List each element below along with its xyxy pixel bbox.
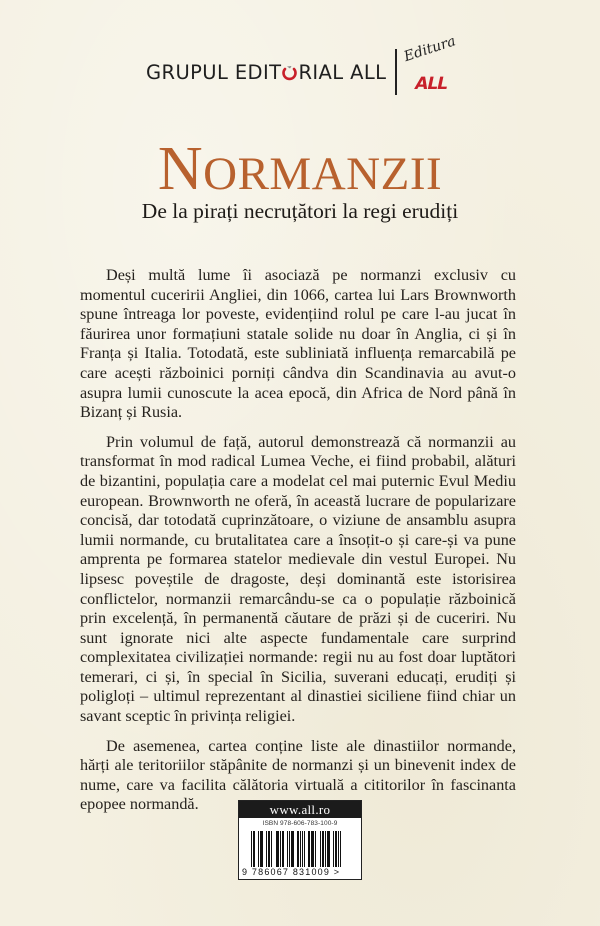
description-paragraph: Deși multă lume îi asociază pe normanzi exclusiv cu momentul cuceririi Angliei, din 1066, cartea lui Lars Brownworth spune întreaga lor poveste, evidențiind rolul pe care l-au jucat în făurirea unor formațiuni statale solide nu doar în Anglia, ci și în Franța și Italia. Totodată, este subliniată influența remarcabilă pe care acești războinici porniți cândva din Scandinavia au avut-o asupra lumii cunoscute la acea epocă, din Africa de Nord până în Bizanț și Rusia.	[80, 266, 516, 422]
book-description	[80, 266, 516, 825]
book-title-initial: N	[157, 135, 204, 203]
editura-all-logo	[402, 33, 459, 97]
header-divider	[395, 49, 397, 95]
barcode-bars-icon	[251, 831, 351, 867]
editura-script-text: Editura	[402, 33, 459, 65]
book-title-rest: ORMANZII	[203, 148, 443, 200]
publisher-name-left: GRUPUL EDIT	[146, 60, 282, 84]
editura-brand-text: ALL	[413, 74, 450, 94]
barcode-digits: 9 786067 831009 >	[242, 867, 341, 877]
publisher-name-right: RIAL ALL	[298, 60, 387, 84]
publisher-website: www.all.ro	[239, 801, 361, 818]
isbn-barcode	[238, 800, 362, 880]
description-paragraph: Prin volumul de față, autorul demonstrează că normanzii au transformat în mod radical Lumea Veche, ei fiind probabil, alături de bizantini, populația care a modelat cel mai puternic Evul Mediu european. Brownworth ne oferă, în această lucrare de popularizare concisă, dar totodată cuprinzătoare, o viziune de ansamblu asupra lumii normande, cu brutalitatea care a însoțit-o și care-și va pune amprenta pe formarea statelor medievale din vestul Europei. Nu lipsesc poveștile de dragoste, deși dominantă este istorisirea conflictelor, normanzii remarcându-se ca o populație războinică prin excelență, în permanentă căutare de prăzi și de cuceriri. Nu sunt ignorate nici alte aspecte fundamentale care surprind complexitatea civilizației normande: regii nu au fost doar luptători temerari, ci și, în special în Sicilia, suverani educați, erudiți și poligloți – ultimul reprezentant al dinastiei siciliene fiind chiar un savant sceptic în privința religiei.	[80, 432, 516, 726]
publisher-name	[146, 61, 386, 84]
isbn-number: ISBN 978-606-783-100-9	[262, 820, 338, 827]
publisher-o-logo-icon	[282, 65, 297, 81]
book-subtitle: De la pirați necruțători la regi erudiți	[141, 199, 459, 223]
book-title	[0, 135, 600, 203]
publisher-header	[146, 33, 459, 98]
description-paragraph: De asemenea, cartea conține liste ale dinastiilor normande, hărți ale teritoriilor stăpânite de normanzi și un binevenit index de nume, care va facilita călătoria virtuală a cititorilor în fascinanta epopee normandă.	[80, 736, 516, 814]
